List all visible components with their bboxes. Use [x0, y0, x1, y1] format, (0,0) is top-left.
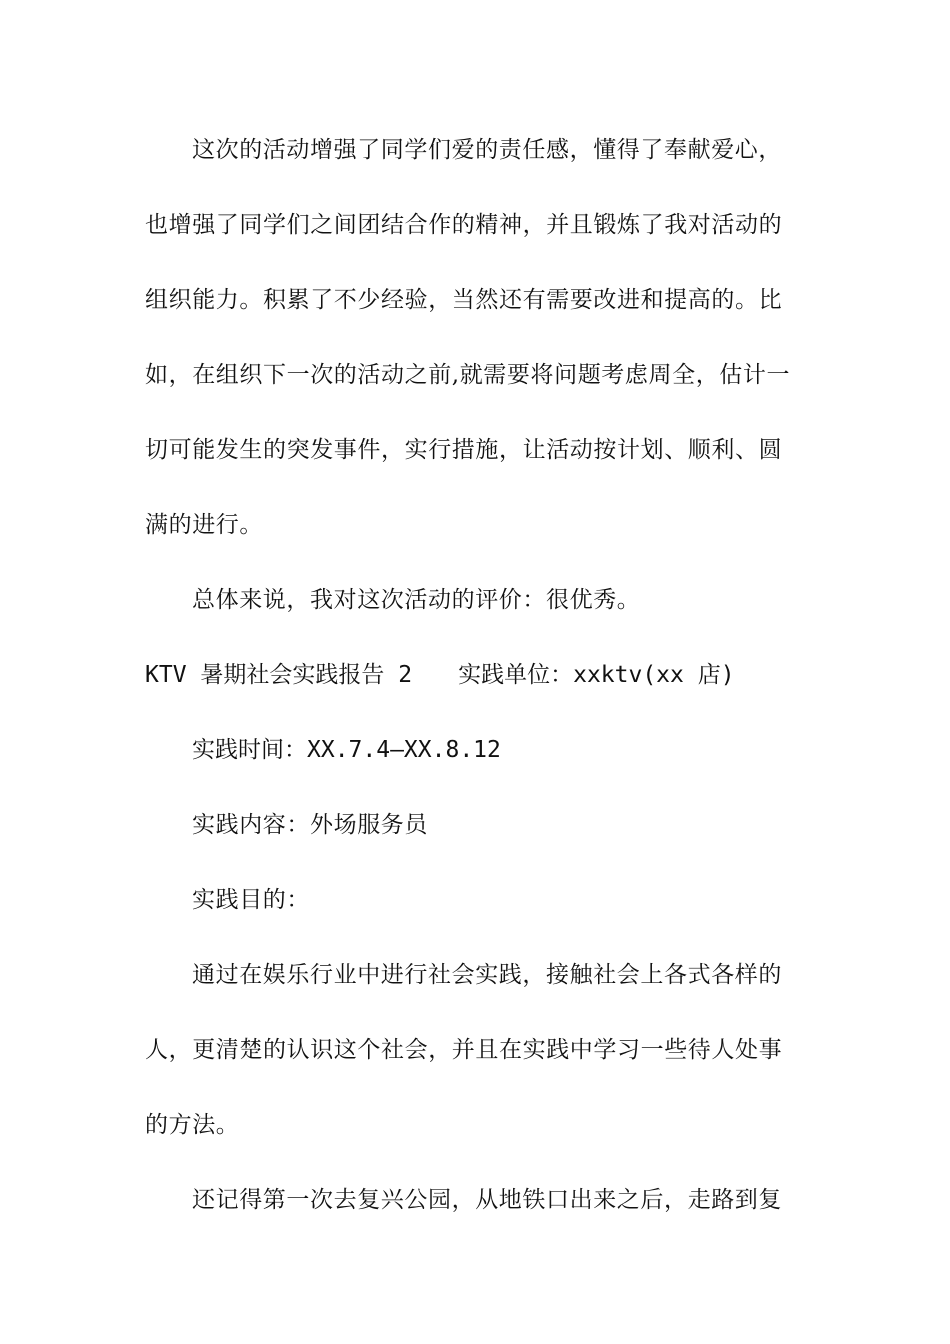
purpose-line-3: 的方法。 [145, 1112, 240, 1138]
practice-content: 实践内容：外场服务员 [192, 812, 428, 838]
practice-purpose-label: 实践目的： [192, 887, 310, 913]
recall-line-1: 还记得第一次去复兴公园，从地铁口出来之后，走路到复 [192, 1187, 782, 1213]
report-title: KTV 暑期社会实践报告 2 [145, 662, 413, 688]
paragraph-line-3: 组织能力。积累了不少经验，当然还有需要改进和提高的。比 [145, 287, 783, 313]
practice-time: 实践时间：XX.7.4—XX.8.12 [192, 737, 501, 763]
report-title-line [145, 660, 810, 690]
paragraph-line-4: 如，在组织下一次的活动之前,就需要将问题考虑周全，估计一 [145, 362, 791, 388]
purpose-line-2: 人，更清楚的认识这个社会，并且在实践中学习一些待人处事 [145, 1037, 783, 1063]
paragraph-line-6: 满的进行。 [145, 512, 263, 538]
purpose-line-1: 通过在娱乐行业中进行社会实践，接触社会上各式各样的 [192, 962, 782, 988]
paragraph-line-2: 也增强了同学们之间团结合作的精神，并且锻炼了我对活动的 [145, 212, 783, 238]
practice-unit: 实践单位：xxktv(xx 店) [458, 662, 735, 688]
paragraph-line-5: 切可能发生的突发事件，实行措施，让活动按计划、顺利、圆 [145, 437, 783, 463]
paragraph-line-1: 这次的活动增强了同学们爱的责任感，懂得了奉献爱心， [192, 137, 782, 163]
summary-line: 总体来说，我对这次活动的评价：很优秀。 [192, 587, 641, 613]
